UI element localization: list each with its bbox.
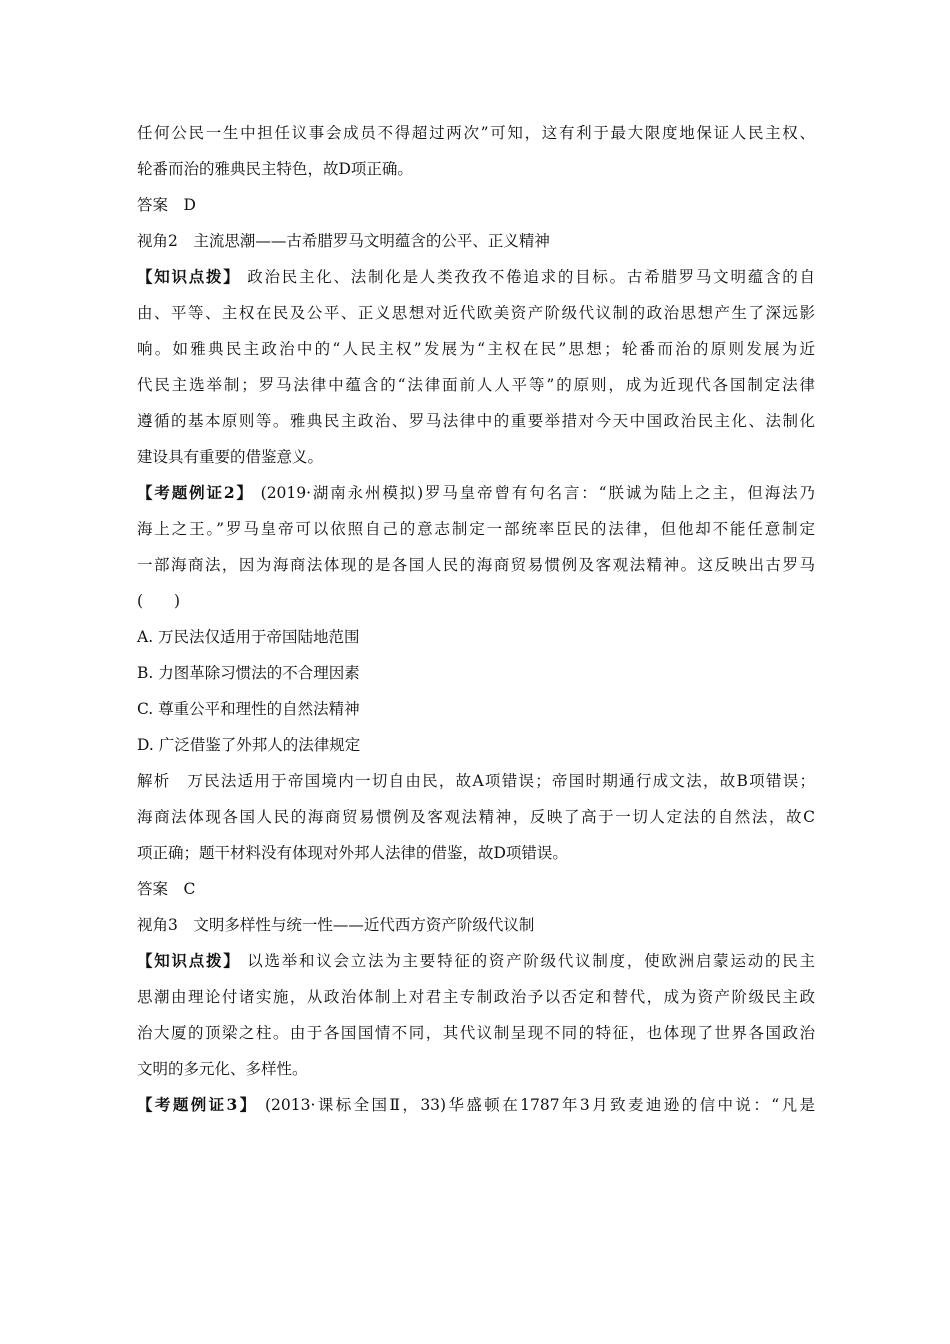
- text-line: 建设具有重要的借鉴意义。: [137, 448, 324, 466]
- answer-line: 答案 C: [137, 880, 196, 898]
- text-line: 一部海商法，因为海商法体现的是各国人民的海商贸易惯例及客观法精神。这反映出古罗马: [137, 556, 815, 574]
- text-line: 海商法体现各国人民的海商贸易惯例及客观法精神，反映了高于一切人定法的自然法，故C: [137, 808, 815, 826]
- analysis-line: 解析 万民法适用于帝国境内一切自由民，故A项错误；帝国时期通行成文法，故B项错误；: [137, 772, 815, 790]
- knowledge-label: 【知识点拨】: [137, 951, 241, 970]
- knowledge-paragraph-start: 【知识点拨】 政治民主化、法制化是人类孜孜不倦追求的目标。古希腊罗马文明蕴含的自: [137, 267, 815, 286]
- text-line: 治大厦的顶梁之柱。由于各国国情不同，其代议制呈现不同的特征，也体现了世界各国政治: [137, 1024, 815, 1042]
- option-b: B. 力图革除习惯法的不合理因素: [137, 664, 360, 682]
- example3-label: 【考题例证3】: [137, 1095, 258, 1114]
- knowledge-label: 【知识点拨】: [137, 267, 241, 286]
- text-line: 响。如雅典民主政治中的“人民主权”发展为“主权在民”思想；轮番而治的原则发展为近: [137, 340, 815, 358]
- text-line: 轮番而治的雅典民主特色，故D项正确。: [137, 160, 413, 178]
- text-line: 思潮由理论付诸实施，从政治体制上对君主专制政治予以否定和替代，成为资产阶级民主政: [137, 988, 815, 1006]
- option-c: C. 尊重公平和理性的自然法精神: [137, 700, 360, 718]
- text-line: 由、平等、主权在民及公平、正义思想对近代欧美资产阶级代议制的政治思想产生了深远影: [137, 304, 815, 322]
- text-line: 项正确；题干材料没有体现对外邦人法律的借鉴，故D项错误。: [137, 844, 568, 862]
- text-line: 代民主选举制；罗马法律中蕴含的“法律面前人人平等”的原则，成为近现代各国制定法律: [137, 376, 815, 394]
- text-line: 遵循的基本原则等。雅典民主政治、罗马法律中的重要举措对今天中国政治民主化、法制化: [137, 412, 815, 430]
- section-heading: 视角3 文明多样性与统一性——近代西方资产阶级代议制: [137, 916, 535, 934]
- knowledge-paragraph-start: 【知识点拨】 以选举和议会立法为主要特征的资产阶级代议制度，使欧洲启蒙运动的民主: [137, 951, 815, 970]
- example-paragraph-start: 【考题例证3】 (2013·课标全国Ⅱ，33)华盛顿在1787年3月致麦迪逊的信中说：“凡是: [137, 1095, 815, 1114]
- section-heading: 视角2 主流思潮——古希腊罗马文明蕴含的公平、正义精神: [137, 232, 550, 250]
- option-d: D. 广泛借鉴了外邦人的法律规定: [137, 736, 361, 754]
- example2-label: 【考题例证2】: [137, 483, 254, 502]
- text-line: 文明的多元化、多样性。: [137, 1060, 308, 1078]
- example-paragraph-start: 【考题例证2】 (2019·湖南永州模拟)罗马皇帝曾有句名言：“朕诚为陆上之主，但海法乃: [137, 483, 815, 502]
- option-a: A. 万民法仅适用于帝国陆地范围: [137, 628, 360, 646]
- question-brackets: ( ): [137, 592, 181, 610]
- text-line: 海上之王。”罗马皇帝可以依照自己的意志制定一部统率臣民的法律，但他却不能任意制定: [137, 520, 815, 538]
- answer-line: 答案 D: [137, 196, 196, 214]
- text-line: 任何公民一生中担任议事会成员不得超过两次”可知，这有利于最大限度地保证人民主权、: [137, 124, 815, 142]
